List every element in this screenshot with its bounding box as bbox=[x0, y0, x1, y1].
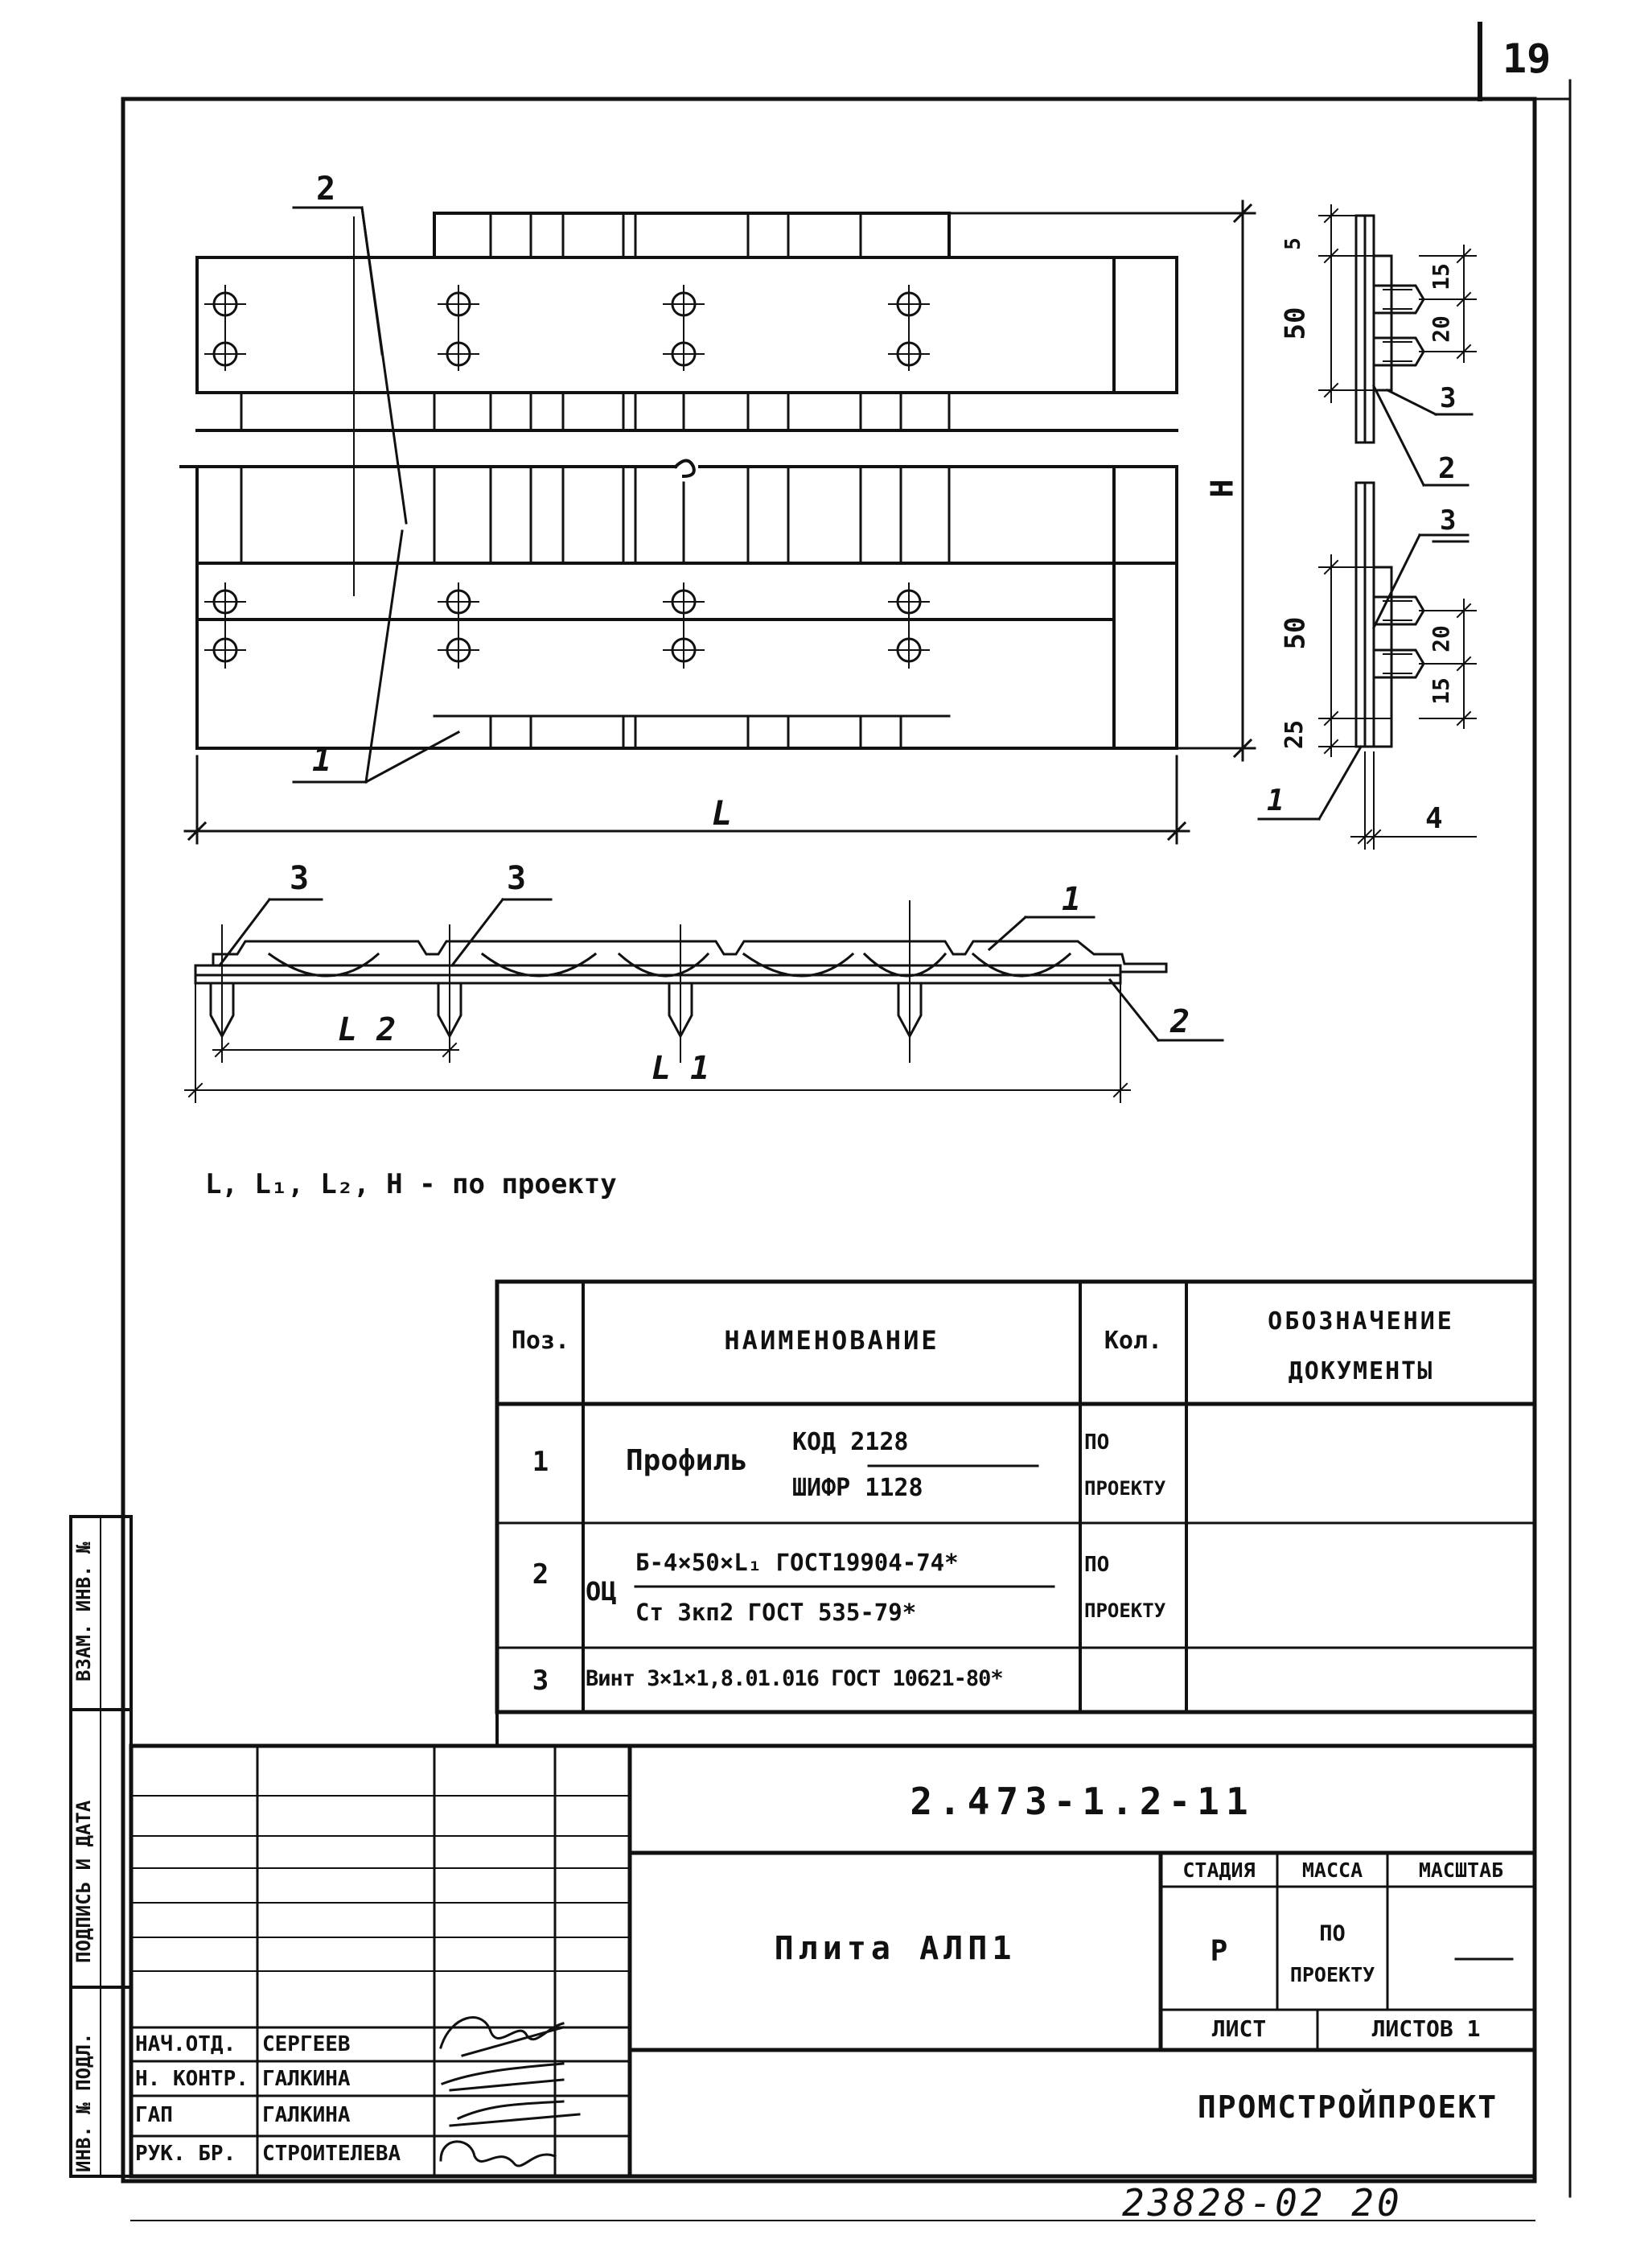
row2-name-bottom: Ст 3кп2 ГОСТ 535-79* bbox=[635, 1599, 917, 1626]
dim-4: 4 bbox=[1425, 802, 1443, 835]
signature-1 bbox=[441, 2018, 563, 2056]
col-header-qty: Кол. bbox=[1104, 1327, 1163, 1355]
dim-15-bottom: 15 bbox=[1427, 677, 1454, 705]
stamp-inv-podl: ИНВ. № ПОДЛ. bbox=[72, 2032, 95, 2172]
mass-value-2: ПРОЕКТУ bbox=[1289, 1963, 1375, 1986]
person-4: СТРОИТЕЛЕВА bbox=[262, 2142, 401, 2166]
person-1: СЕРГЕЕВ bbox=[262, 2032, 351, 2056]
row1-name-top: КОД 2128 bbox=[792, 1428, 909, 1456]
dim-50-top: 50 bbox=[1279, 307, 1312, 340]
person-3: ГАЛКИНА bbox=[262, 2103, 351, 2127]
row1-name-bottom: ШИФР 1128 bbox=[792, 1474, 923, 1502]
organization-name: ПРОМСТРОЙПРОЕКТ bbox=[1197, 2089, 1498, 2125]
dim-15-top: 15 bbox=[1427, 263, 1454, 290]
mass-value-1: ПО bbox=[1319, 1921, 1346, 1946]
signatures bbox=[441, 2018, 579, 2167]
dim-L: L bbox=[712, 793, 733, 833]
dim-H: H bbox=[1204, 479, 1240, 498]
callout-3-elev-left: 3 bbox=[290, 860, 310, 897]
role-3: ГАП bbox=[135, 2103, 173, 2127]
sheets-label: ЛИСТОВ 1 bbox=[1371, 2015, 1481, 2042]
callout-1-elev: 1 bbox=[1062, 881, 1082, 918]
callout-2-elev: 2 bbox=[1170, 1003, 1190, 1040]
signature-3 bbox=[450, 2101, 579, 2126]
row3-pos: 3 bbox=[532, 1665, 549, 1697]
col-header-doc-1: ОБОЗНАЧЕНИЕ bbox=[1268, 1307, 1454, 1336]
callout-2-section: 2 bbox=[1438, 452, 1456, 485]
stamp-inv-vzam: ВЗАМ. ИНВ. № bbox=[72, 1541, 95, 1681]
col-header-name: НАИМЕНОВАНИЕ bbox=[724, 1325, 939, 1356]
row2-qty-1: ПО bbox=[1084, 1553, 1110, 1577]
callout-3-elev-mid: 3 bbox=[507, 860, 527, 897]
page-number: 19 bbox=[1502, 35, 1552, 82]
row2-qty-2: ПРОЕКТУ bbox=[1084, 1599, 1166, 1622]
stage-value: Р bbox=[1210, 1935, 1228, 1968]
mass-label: МАССА bbox=[1301, 1858, 1363, 1882]
dim-L2: L 2 bbox=[338, 1011, 397, 1048]
callout-2-plan: 2 bbox=[316, 171, 336, 208]
dim-50-bottom: 50 bbox=[1279, 616, 1312, 650]
dim-25: 25 bbox=[1280, 719, 1309, 750]
dim-L1: L 1 bbox=[652, 1050, 710, 1087]
note-dimensions: L, L₁, L₂, H - по проекту bbox=[205, 1168, 617, 1200]
row2-pos: 2 bbox=[532, 1558, 549, 1591]
signature-4 bbox=[441, 2142, 555, 2166]
row3-name: Винт 3×1×1,8.01.016 ГОСТ 10621-80* bbox=[586, 1666, 1003, 1691]
role-4: РУК. БР. bbox=[135, 2142, 236, 2166]
role-1: НАЧ.ОТД. bbox=[135, 2032, 236, 2056]
row1-qty-1: ПО bbox=[1084, 1430, 1110, 1455]
dim-20-top: 20 bbox=[1427, 315, 1454, 343]
designation-code: 2.473-1.2-11 bbox=[910, 1780, 1255, 1823]
callout-1-section: 1 bbox=[1267, 784, 1285, 817]
sheet-label: ЛИСТ bbox=[1211, 2015, 1267, 2042]
callout-3-section-bottom: 3 bbox=[1440, 504, 1457, 537]
dim-20-bottom: 20 bbox=[1427, 625, 1454, 652]
signature-2 bbox=[442, 2064, 563, 2090]
row1-pos: 1 bbox=[532, 1446, 549, 1478]
callout-1-plan: 1 bbox=[312, 742, 332, 779]
col-header-doc-2: ДОКУМЕНТЫ bbox=[1288, 1357, 1434, 1385]
drawing-title: Плита АЛП1 bbox=[774, 1930, 1017, 1967]
row2-name-prefix: ОЦ bbox=[586, 1576, 617, 1607]
scale-label: МАСШТАБ bbox=[1418, 1858, 1504, 1882]
row1-name-prefix: Профиль bbox=[626, 1444, 748, 1477]
col-header-pos: Поз. bbox=[511, 1327, 570, 1355]
dim-5: 5 bbox=[1280, 237, 1305, 250]
person-2: ГАЛКИНА bbox=[262, 2067, 351, 2091]
stamp-sign-date: ПОДПИСЬ И ДАТА bbox=[72, 1800, 95, 1963]
plan-view bbox=[181, 201, 1255, 843]
role-2: Н. КОНТР. bbox=[135, 2067, 249, 2091]
callout-3-section-top: 3 bbox=[1440, 382, 1457, 414]
archive-number: 23828-02 20 bbox=[1122, 2181, 1403, 2225]
stage-label: СТАДИЯ bbox=[1182, 1858, 1256, 1882]
row2-name-top: Б-4×50×L₁ ГОСТ19904-74* bbox=[635, 1549, 959, 1576]
row1-qty-2: ПРОЕКТУ bbox=[1084, 1477, 1166, 1500]
elevation-screws bbox=[211, 983, 921, 1036]
